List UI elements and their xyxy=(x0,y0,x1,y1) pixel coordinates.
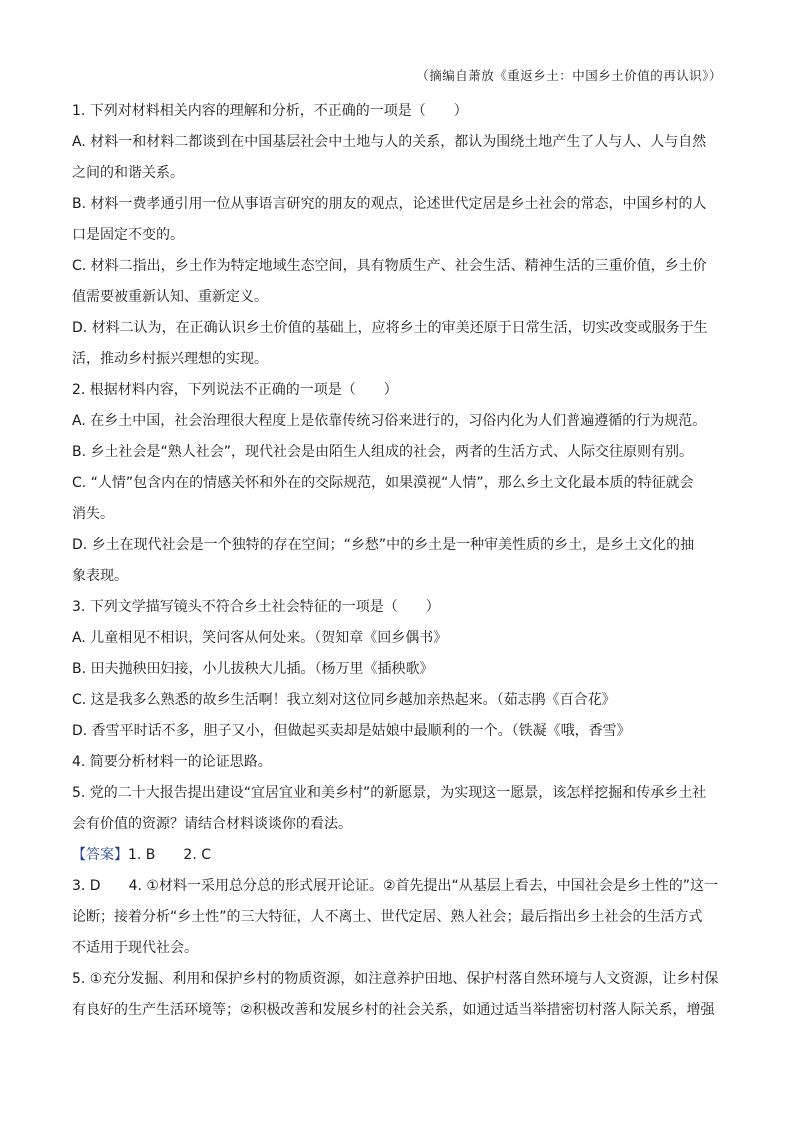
question-2-option-a: A. 在乡土中国，社会治理很大程度上是依靠传统习俗来进行的，习俗内化为人们普遍遵循的行为规范。 xyxy=(72,413,707,429)
answer-line-2: 3. D 4. ①材料一采用总分总的形式展开论证。②首先提出“从基层上看去，中国社会是乡土性的”这一 xyxy=(72,878,719,894)
question-3-option-b: B. 田夫抛秧田妇接，小儿拔秧大儿插。（杨万里《插秧歌》 xyxy=(72,661,434,677)
question-3-option-c: C. 这是我多么熟悉的故乡生活啊！我立刻对这位同乡越加亲热起来。（茹志鹃《百合花》 xyxy=(72,692,616,708)
answer-line-4: 不适用于现代社会。 xyxy=(72,940,198,956)
source-citation: （摘编自萧放《重返乡土：中国乡土价值的再认识》） xyxy=(416,68,722,83)
question-2-option-c-line2: 消失。 xyxy=(72,506,114,522)
question-3-option-d: D. 香雪平时话不多，胆子又小，但做起买卖却是姑娘中最顺利的一个。（铁凝《哦，香雪》 xyxy=(72,723,631,739)
question-content xyxy=(72,96,722,1026)
answer-line-3: 论断；接着分析“乡土性”的三大特征，人不离土、世代定居、熟人社会；最后指出乡土社会的生活方式 xyxy=(72,909,703,925)
question-3-stem: 3. 下列文学描写镜头不符合乡土社会特征的一项是（ ） xyxy=(72,599,440,615)
question-1-option-c-line2: 值需要被重新认知、重新定义。 xyxy=(72,289,268,305)
question-5-stem-line1: 5. 党的二十大报告提出建设“宜居宜业和美乡村”的新愿景，为实现这一愿景，该怎样挖掘和传承乡土社 xyxy=(72,785,707,801)
question-4-stem: 4. 简要分析材料一的论证思路。 xyxy=(72,754,272,770)
question-1-option-a-line1: A. 材料一和材料二都谈到在中国基层社会中土地与人的关系，都认为围绕土地产生了人与人、人与自然 xyxy=(72,134,707,150)
question-1-option-b-line1: B. 材料一费孝通引用一位从事语言研究的朋友的观点，论述世代定居是乡土社会的常态，中国乡村的人 xyxy=(72,196,707,212)
question-3-option-a: A. 儿童相见不相识，笑问客从何处来。（贺知章《回乡偶书》 xyxy=(72,630,448,646)
answer-line-1 xyxy=(72,840,722,871)
question-1-option-d-line2: 活，推动乡村振兴理想的实现。 xyxy=(72,351,268,367)
question-5-stem-line2: 会有价值的资源？请结合材料谈谈你的看法。 xyxy=(72,816,352,832)
question-2-stem: 2. 根据材料内容，下列说法不正确的一项是（ ） xyxy=(72,382,398,398)
question-1-option-c-line1: C. 材料二指出，乡土作为特定地域生态空间，具有物质生产、社会生活、精神生活的三重价值，乡土价 xyxy=(72,258,707,274)
answer-line-5: 5. ①充分发掘、利用和保护乡村的物质资源，如注意养护田地、保护村落自然环境与人文资源，让乡村保 xyxy=(72,971,719,987)
question-1-stem: 1. 下列对材料相关内容的理解和分析，不正确的一项是（ ） xyxy=(72,103,468,119)
answer-choices: 1. B 2. C xyxy=(128,847,211,863)
answer-tag: 【答案】 xyxy=(72,847,128,863)
question-2-option-d-line1: D. 乡土在现代社会是一个独特的存在空间；“乡愁”中的乡土是一种审美性质的乡土，是乡土文化的抽 xyxy=(72,537,695,553)
answer-line-6: 有良好的生产生活环境等；②积极改善和发展乡村的社会关系，如通过适当举措密切村落人际关系，增强 xyxy=(72,1002,715,1018)
question-2-option-c-line1: C. “人情”包含内在的情感关怀和外在的交际规范，如果漠视“人情”，那么乡土文化最本质的特征就会 xyxy=(72,475,694,491)
question-1-option-d-line1: D. 材料二认为，在正确认识乡土价值的基础上，应将乡土的审美还原于日常生活，切实改变或服务于生 xyxy=(72,320,708,336)
question-1-option-a-line2: 之间的和谐关系。 xyxy=(72,165,184,181)
question-2-option-d-line2: 象表现。 xyxy=(72,568,128,584)
question-2-option-b: B. 乡土社会是“熟人社会”，现代社会是由陌生人组成的社会，两者的生活方式、人际交往原则有别。 xyxy=(72,444,694,460)
question-1-option-b-line2: 口是固定不变的。 xyxy=(72,227,184,243)
